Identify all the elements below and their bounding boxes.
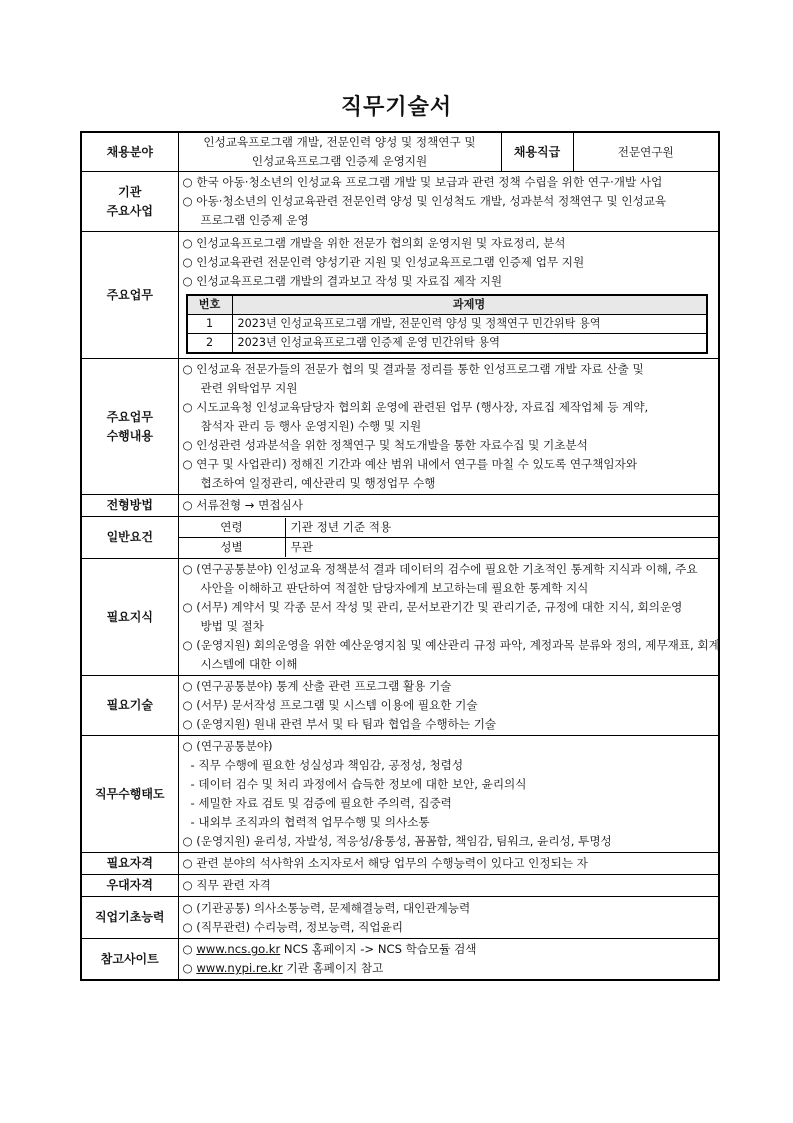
document-title: 직무기술서 xyxy=(340,95,453,120)
recruit-field-line-1: 인성교육프로그램 개발, 전문인력 양성 및 정책연구 및 xyxy=(203,135,476,149)
attitude-line: ○ (운영지원) 윤리성, 자발성, 적응성/융통성, 꼼꼼함, 책임감, 팀워크, 윤리성, 투명성 xyxy=(182,834,612,848)
row-general-req xyxy=(81,517,719,559)
attitude-line: - 세밀한 자료 검토 및 검증에 필요한 주의력, 집중력 xyxy=(190,796,452,810)
attitude-content xyxy=(178,736,719,853)
table-row xyxy=(179,538,719,558)
skills-line: ○ (운영지원) 원내 관련 부서 및 타 팀과 협업을 수행하는 기술 xyxy=(182,717,497,731)
label-recruit-field: 채용분야 xyxy=(81,132,178,172)
knowledge-line: ○ (서무) 계약서 및 각종 문서 작성 및 관리, 문서보관기간 및 관리기준, 규정에 대한 지식, 회의운영 xyxy=(182,600,683,614)
row-recruit-field xyxy=(81,132,719,172)
knowledge-line: 방법 및 절차 xyxy=(200,619,264,633)
main-duty-line: ○ 인성교육프로그램 개발을 위한 전문가 협의회 운영지원 및 자료정리, 분석 xyxy=(182,235,566,250)
row-org-business xyxy=(81,172,719,232)
row-main-duties xyxy=(81,232,719,359)
row-basic-skills xyxy=(81,897,719,939)
skills-line: ○ (연구공통분야) 통계 산출 관련 프로그램 활용 기술 xyxy=(182,679,452,693)
skills-line: ○ (서무) 문서작성 프로그램 및 시스템 이용에 필요한 기술 xyxy=(182,698,478,712)
duty-content-line: ○ 인성교육 전문가들의 전문가 협의 및 결과물 정리를 통한 인성프로그램 개발 자료 산출 및 xyxy=(182,362,644,376)
table-row xyxy=(179,518,719,538)
attitude-line: - 내외부 조직과의 협력적 업무수행 및 의사소통 xyxy=(190,815,430,829)
duty-content-content xyxy=(178,359,719,495)
table-row xyxy=(187,333,707,353)
nypi-link[interactable]: www.nypi.re.kr xyxy=(196,961,283,975)
preferred-value: ○ 직무 관련 자격 xyxy=(178,875,719,897)
duty-content-line: ○ 인성관련 성과분석을 위한 정책연구 및 척도개발을 통한 자료수집 및 기초분석 xyxy=(182,438,588,452)
general-req-value: 기관 정년 기준 적용 xyxy=(285,518,718,538)
row-preferred xyxy=(81,875,719,897)
attitude-line: - 직무 수행에 필요한 성실성과 책임감, 공정성, 청렴성 xyxy=(190,758,464,772)
duty-content-line: 협조하여 일정관리, 예산관리 및 행정업무 수행 xyxy=(200,476,436,490)
projects-table xyxy=(186,294,708,354)
general-req-key: 성별 xyxy=(179,538,286,558)
knowledge-line: 사안을 이해하고 판단하여 적절한 담당자에게 보고하는데 필요한 통계학 지식 xyxy=(200,581,589,595)
general-req-table xyxy=(179,518,719,557)
attitude-line: ○ (연구공통분야) xyxy=(182,739,273,753)
label-duty-content: 주요업무 수행내용 xyxy=(81,359,178,495)
main-duty-line: ○ 인성교육관련 전문인력 양성기관 지원 및 인성교육프로그램 인증제 업무 지원 xyxy=(182,254,585,269)
main-duty-line: ○ 인성교육프로그램 개발의 결과보고 작성 및 자료집 제작 지원 xyxy=(182,273,503,288)
project-name: 2023년 인성교육프로그램 인증제 운영 민간위탁 용역 xyxy=(232,333,707,353)
org-business-line: ○ 한국 아동·청소년의 인성교육 프로그램 개발 및 보급과 관련 정책 수립을 위한 연구·개발 사업 xyxy=(182,175,663,189)
duty-content-line: 관련 위탁업무 지원 xyxy=(200,381,298,395)
basic-skills-line: ○ (직무관련) 수리능력, 정보능력, 직업윤리 xyxy=(182,919,403,934)
project-no: 2 xyxy=(187,333,233,353)
org-business-line: ○ 아동·청소년의 인성교육관련 전문인력 양성 및 인성척도 개발, 성과분석 정책연구 및 인성교육 xyxy=(182,194,667,208)
label-knowledge: 필요지식 xyxy=(81,559,178,676)
label-qualification: 필요자격 xyxy=(81,853,178,875)
project-no: 1 xyxy=(187,314,233,333)
row-attitude xyxy=(81,736,719,853)
general-req-key: 연령 xyxy=(179,518,286,538)
ncs-link[interactable]: www.ncs.go.kr xyxy=(196,942,281,956)
label-attitude: 직무수행태도 xyxy=(81,736,178,853)
attitude-line: - 데이터 검수 및 처리 과정에서 습득한 정보에 대한 보안, 윤리의식 xyxy=(190,777,527,791)
project-name: 2023년 인성교육프로그램 개발, 전문인력 양성 및 정책연구 민간위탁 용역 xyxy=(232,314,707,333)
job-description-table xyxy=(80,131,720,981)
label-reference: 참고사이트 xyxy=(81,939,178,981)
reference-item: ○ www.nypi.re.kr 기관 홈페이지 참고 xyxy=(182,961,384,975)
row-selection xyxy=(81,495,719,517)
org-business-line: 프로그램 인증제 운영 xyxy=(200,213,309,227)
recruit-field-line-2: 인성교육프로그램 인증제 운영지원 xyxy=(251,154,428,168)
projects-header-name: 과제명 xyxy=(232,295,707,315)
general-req-value: 무관 xyxy=(285,538,718,558)
knowledge-line: ○ (운영지원) 회의운영을 위한 예산운영지침 및 예산관리 규정 파악, 계정과목 분류와 정의, 제무재표, 회계 xyxy=(182,638,720,652)
knowledge-line: ○ (연구공통분야) 인성교육 정책분석 결과 데이터의 검수에 필요한 기초적인 통계학 지식과 이해, 주요 xyxy=(182,562,698,576)
recruit-field-value xyxy=(178,132,501,172)
label-selection: 전형방법 xyxy=(81,495,178,517)
reference-item: ○ www.ncs.go.kr NCS 홈페이지 -> NCS 학습모듈 검색 xyxy=(182,942,477,956)
projects-header-no: 번호 xyxy=(187,295,233,315)
table-row xyxy=(187,314,707,333)
label-org-business: 기관 주요사업 xyxy=(81,172,178,232)
basic-skills-content xyxy=(178,897,719,939)
row-qualification xyxy=(81,853,719,875)
projects-header-row xyxy=(187,295,707,315)
label-recruit-rank: 채용직급 xyxy=(501,132,573,172)
knowledge-content xyxy=(178,559,719,676)
label-main-duties: 주요업무 xyxy=(81,232,178,359)
selection-value: ○ 서류전형 → 면접심사 xyxy=(178,495,719,517)
recruit-rank-value: 전문연구원 xyxy=(573,132,719,172)
row-skills xyxy=(81,676,719,736)
duty-content-line: ○ 시도교육청 인성교육담당자 협의회 운영에 관련된 업무 (행사장, 자료집 제작업체 등 계약, xyxy=(182,400,649,414)
label-general-req: 일반요건 xyxy=(81,517,178,559)
skills-content xyxy=(178,676,719,736)
main-duties-content xyxy=(178,232,719,359)
label-preferred: 우대자격 xyxy=(81,875,178,897)
duty-content-line: ○ 연구 및 사업관리) 정해진 기간과 예산 범위 내에서 연구를 마칠 수 있도록 연구책임자와 xyxy=(182,457,638,471)
row-reference xyxy=(81,939,719,981)
label-basic-skills: 직업기초능력 xyxy=(81,897,178,939)
knowledge-line: 시스템에 대한 이해 xyxy=(200,657,298,671)
row-duty-content xyxy=(81,359,719,495)
general-req-content xyxy=(178,517,719,559)
org-business-content xyxy=(178,172,719,232)
duty-content-line: 참석자 관리 등 행사 운영지원) 수행 및 지원 xyxy=(200,419,422,433)
basic-skills-line: ○ (기관공통) 의사소통능력, 문제해결능력, 대인관계능력 xyxy=(182,900,471,915)
reference-content xyxy=(178,939,719,981)
qualification-value: ○ 관련 분야의 석사학위 소지자로서 해당 업무의 수행능력이 있다고 인정되는 자 xyxy=(178,853,719,875)
label-skills: 필요기술 xyxy=(81,676,178,736)
row-knowledge xyxy=(81,559,719,676)
